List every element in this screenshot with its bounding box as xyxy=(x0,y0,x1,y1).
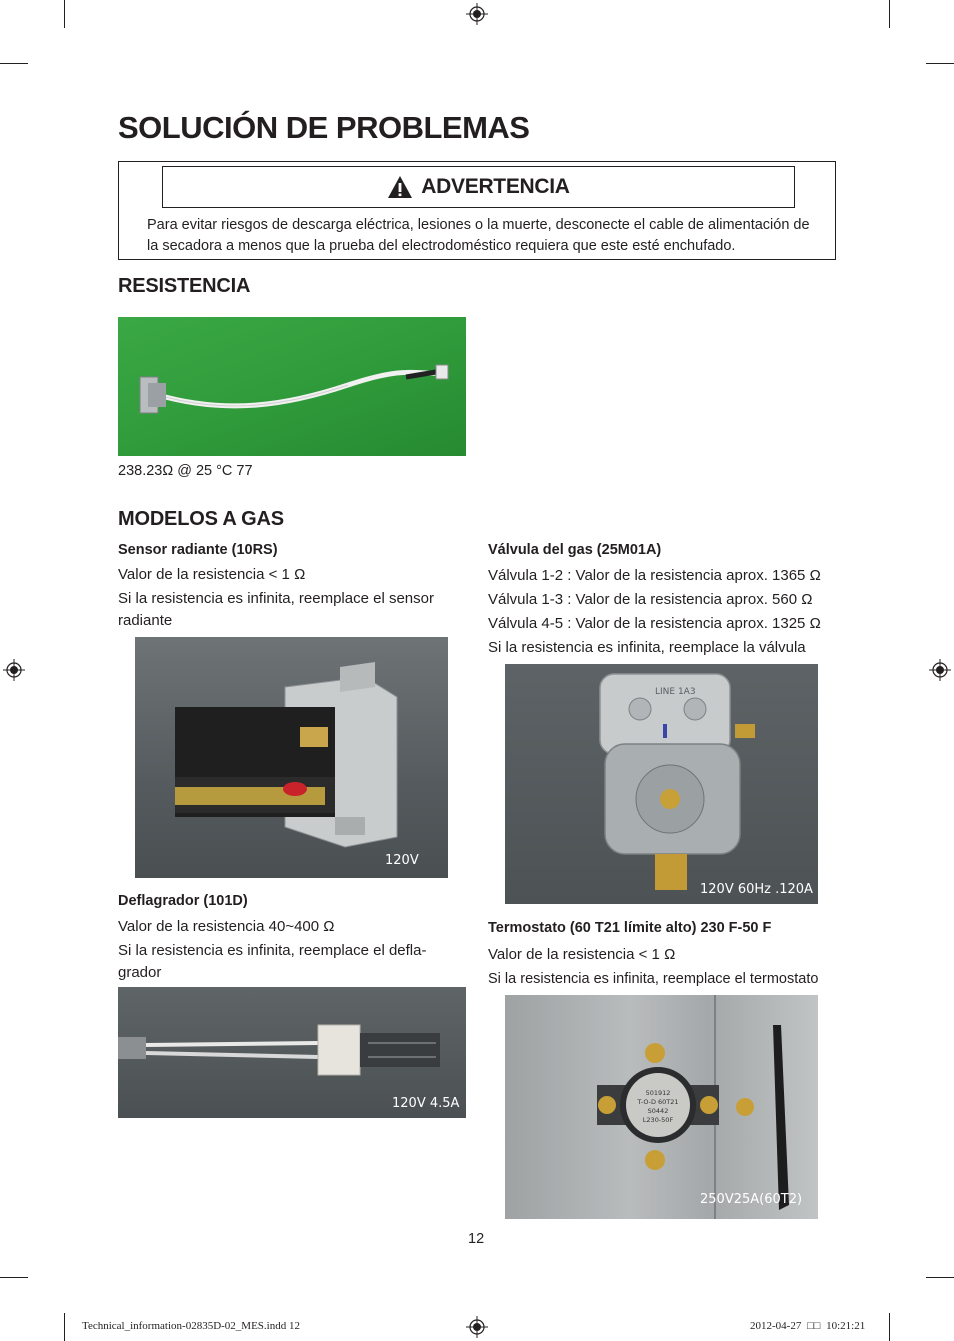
valvula-line: Válvula 1-3 : Valor de la resistencia aprox. 560 Ω xyxy=(488,591,813,608)
deflagrador-line: Si la resistencia es infinita, reemplace el defla- xyxy=(118,942,427,959)
thermostat-label-line: T-O-D 60T21 xyxy=(637,1098,679,1106)
crop-mark xyxy=(0,63,28,64)
valvula-photo xyxy=(505,664,818,904)
termostato-title: Termostato (60 T21 límite alto) 230 F-50 F xyxy=(488,920,772,936)
footer-garbled: □□ xyxy=(807,1320,821,1332)
crop-mark xyxy=(64,0,65,28)
thermostat-illustration xyxy=(505,995,818,1219)
valvula-line: Válvula 1-2 : Valor de la resistencia aprox. 1365 Ω xyxy=(488,567,821,584)
valvula-caption: 120V 60Hz .120A xyxy=(700,882,813,897)
footer-date: 2012-04-27 xyxy=(750,1320,802,1332)
termostato-line: Si la resistencia es infinita, reemplace el termostato xyxy=(488,971,819,987)
warning-header xyxy=(162,166,795,208)
sensor-line: Si la resistencia es infinita, reemplace el sensor xyxy=(118,590,434,607)
valvula-line: Si la resistencia es infinita, reemplace la válvula xyxy=(488,639,806,656)
gas-valve-illustration xyxy=(505,664,818,904)
warning-text xyxy=(147,215,817,257)
valvula-line: Válvula 4-5 : Valor de la resistencia aprox. 1325 Ω xyxy=(488,615,821,632)
termostato-caption: 250V25A(60T2) xyxy=(700,1192,803,1207)
deflagrador-title: Deflagrador (101D) xyxy=(118,893,248,909)
page-number: 12 xyxy=(468,1231,485,1247)
sensor-title: Sensor radiante (10RS) xyxy=(118,542,278,558)
termostato-line: Valor de la resistencia < 1 Ω xyxy=(488,946,676,963)
crop-mark xyxy=(926,63,954,64)
warning-text-line: Para evitar riesgos de descarga eléctrica, lesiones o la muerte, desconecte el cable de alimentación de xyxy=(147,217,810,233)
crop-mark xyxy=(926,1277,954,1278)
thermostat-label-line: 501912 xyxy=(645,1089,671,1097)
heater-photo xyxy=(118,317,466,456)
registration-mark-icon xyxy=(466,1316,488,1338)
termostato-photo xyxy=(505,995,818,1219)
footer-file: Technical_information-02835D-02_MES.indd 12 xyxy=(82,1320,300,1332)
sensor-text xyxy=(118,564,468,632)
deflagrador-text xyxy=(118,916,468,984)
warning-label: ADVERTENCIA xyxy=(421,175,570,198)
page-title: SOLUCIÓN DE PROBLEMAS xyxy=(118,110,530,145)
sensor-photo xyxy=(135,637,448,878)
sensor-line: Valor de la resistencia < 1 Ω xyxy=(118,566,306,583)
footer-time: 10:21:21 xyxy=(826,1320,866,1332)
deflagrador-photo xyxy=(118,987,466,1118)
resistencia-spec: 238.23Ω @ 25 °C 77 xyxy=(118,463,253,479)
crop-mark xyxy=(889,1313,890,1341)
deflagrador-line: grador xyxy=(118,964,162,981)
deflagrador-line: Valor de la resistencia 40~400 Ω xyxy=(118,918,335,935)
termostato-text xyxy=(488,943,848,991)
registration-mark-icon xyxy=(3,659,25,681)
warning-triangle-icon xyxy=(387,175,413,199)
valve-plate-text: LINE 1A3 xyxy=(655,687,696,697)
sensor-caption: 120V xyxy=(385,853,419,868)
footer-datetime xyxy=(750,1320,865,1332)
heater-wire-illustration xyxy=(118,317,466,456)
deflagrador-caption: 120V 4.5A xyxy=(392,1096,460,1111)
crop-mark xyxy=(889,0,890,28)
valvula-text xyxy=(488,564,848,660)
crop-mark xyxy=(0,1277,28,1278)
section-heading-resistencia: RESISTENCIA xyxy=(118,275,251,297)
registration-mark-icon xyxy=(929,659,951,681)
valvula-title: Válvula del gas (25M01A) xyxy=(488,542,662,558)
sensor-line: radiante xyxy=(118,612,173,629)
crop-mark xyxy=(64,1313,65,1341)
sensor-illustration xyxy=(135,637,448,878)
warning-text-line: la secadora a menos que la prueba del electrodoméstico requiera que este esté enchufado. xyxy=(147,238,736,254)
thermostat-label-line: S0442 xyxy=(647,1107,669,1115)
registration-mark-icon xyxy=(466,3,488,25)
section-heading-modelos-gas: MODELOS A GAS xyxy=(118,508,284,530)
thermostat-label-line: L230-50F xyxy=(642,1116,674,1124)
